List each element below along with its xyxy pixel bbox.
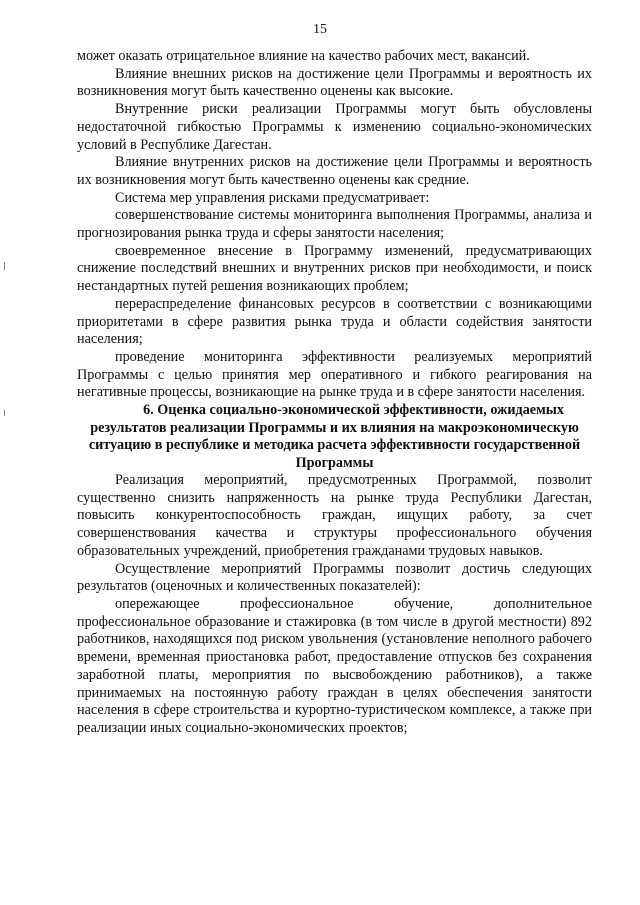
margin-mark [4,262,5,270]
section-heading: 6. Оценка социально-экономической эффективности, ожидаемых результатов реализации Программы и их влияния на макроэкономическую ситуацию в республике и методика расчета эффективности государственной Программы [88,402,581,471]
list-item: совершенствование системы мониторинга выполнения Программы, анализа и прогнозирования рынка труда и сферы занятости населения; [77,207,592,242]
list-item: опережающее профессиональное обучение, дополнительное профессиональное образование и стажировка (в том числе в другой местности) 892 работников, находящихся под риском увольнения (установление неполного рабочего времени, временная приостановка работ, предоставление отпусков без сохранения заработной платы, мероприятия по высвобождению работников), а также принимаемых на постоянную работу граждан в целях обеспечения занятости населения в сфере строительства и курортно-туристическом комплексе, а также при реализации иных социально-экономических проектов; [77,595,592,736]
document-body [77,48,592,738]
paragraph: Влияние внешних рисков на достижение цели Программы и вероятность их возникновения могут быть качественно оценены как высокие. [77,65,592,100]
paragraph: Система мер управления рисками предусматривает: [115,189,430,206]
list-item: проведение мониторинга эффективности реализуемых мероприятий Программы с целью принятия мер оперативного и гибкого реагирования на негативные процессы, возникающие на рынке труда и в сфере занятости населения. [77,348,592,401]
page-number: 15 [313,22,327,37]
paragraph: Осуществление мероприятий Программы позволит достичь следующих результатов (оценочных и количественных показателей): [77,560,592,595]
paragraph: Внутренние риски реализации Программы могут быть обусловлены недостаточной гибкостью Программы к изменению социально-экономических условий в Республике Дагестан. [77,101,592,153]
paragraph: Реализация мероприятий, предусмотренных Программой, позволит существенно снизить напряженность на рынке труда Республики Дагестан, повысить конкурентоспособность граждан, ищущих работу, за счет совершенствования качества и структуры профессионального обучения образовательных учреждений, приобретения гражданами трудовых навыков. [77,472,592,559]
paragraph: Влияние внутренних рисков на достижение цели Программы и вероятность их возникновения могут быть качественно оценены как средние. [77,154,592,188]
margin-mark [4,410,5,416]
list-item: перераспределение финансовых ресурсов в соответствии с возникающими приоритетами в сфере развития рынка труда и области содействия занятости населения; [77,295,592,348]
paragraph: может оказать отрицательное влияние на качество рабочих мест, вакансий. [77,48,530,64]
list-item: своевременное внесение в Программу изменений, предусматривающих снижение последствий внешних и внутренних рисков при необходимости, и поиск нестандартных путей решения возникающих проблем; [77,242,592,295]
